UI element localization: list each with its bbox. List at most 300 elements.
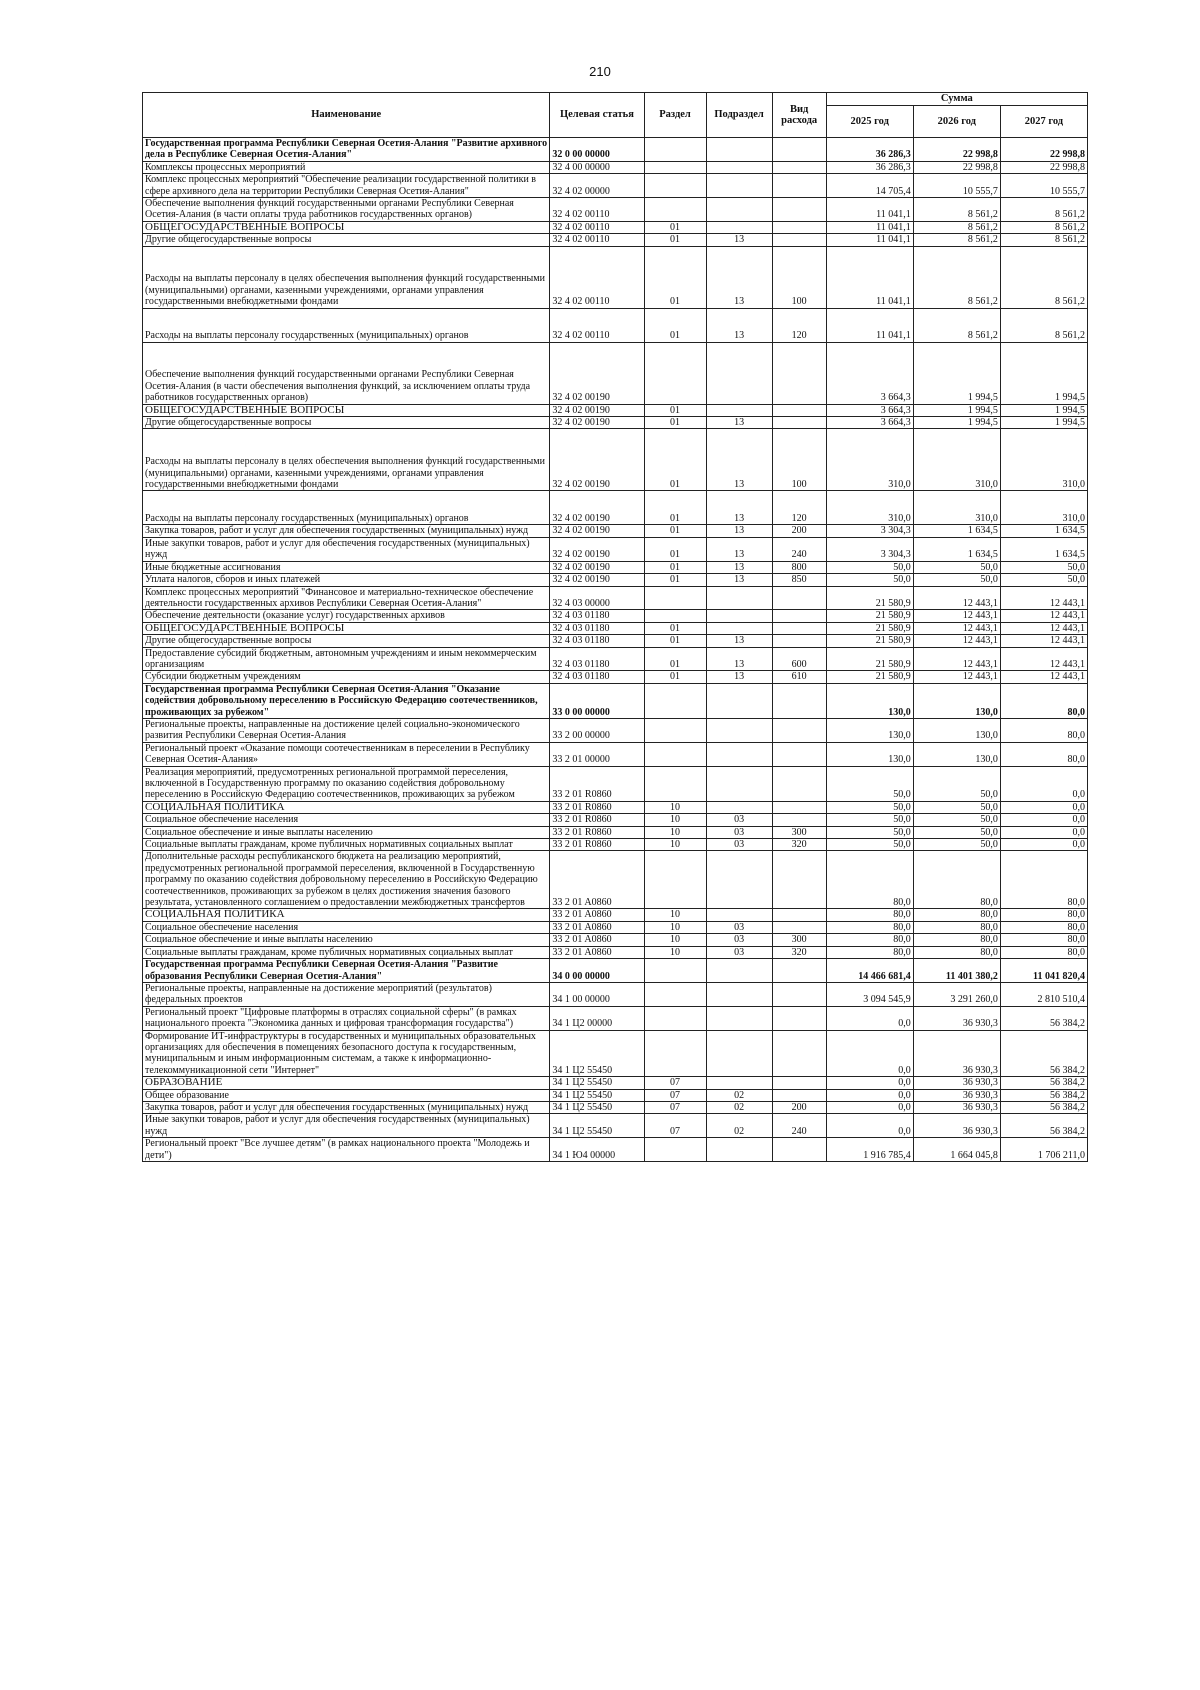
cell-expense-type [772,1138,826,1162]
cell-expense-type [772,174,826,198]
cell-sum-2027: 1 706 211,0 [1000,1138,1087,1162]
header-2026: 2026 год [913,106,1000,138]
cell-name: ОБЩЕГОСУДАРСТВЕННЫЕ ВОПРОСЫ [143,622,550,634]
table-row [143,671,1088,683]
table-row [143,174,1088,198]
cell-sum-2025: 130,0 [826,718,913,742]
cell-sum-2025: 50,0 [826,839,913,851]
cell-expense-type [772,1006,826,1030]
header-vid: Вид расхода [772,93,826,138]
cell-sum-2027: 310,0 [1000,429,1087,491]
cell-sum-2027: 80,0 [1000,851,1087,909]
cell-section: 10 [644,801,706,813]
cell-expense-type [772,959,826,983]
cell-sum-2025: 3 094 545,9 [826,982,913,1006]
cell-target-article: 32 0 00 00000 [550,138,644,162]
table-row [143,1089,1088,1101]
table-row [143,647,1088,671]
cell-section: 07 [644,1077,706,1089]
cell-subsection [706,174,772,198]
cell-target-article: 33 2 01 R0860 [550,766,644,801]
cell-subsection [706,586,772,610]
cell-expense-type: 240 [772,537,826,561]
table-row [143,537,1088,561]
cell-sum-2025: 80,0 [826,909,913,921]
cell-section: 07 [644,1089,706,1101]
cell-section: 01 [644,671,706,683]
page-number: 210 [589,64,611,79]
cell-target-article: 34 0 00 00000 [550,959,644,983]
cell-expense-type: 300 [772,934,826,946]
cell-sum-2026: 22 998,8 [913,138,1000,162]
cell-target-article: 32 4 02 00190 [550,417,644,429]
cell-subsection: 13 [706,635,772,647]
cell-sum-2026: 8 561,2 [913,308,1000,342]
cell-sum-2027: 0,0 [1000,826,1087,838]
cell-sum-2025: 50,0 [826,574,913,586]
cell-subsection: 13 [706,417,772,429]
table-row [143,1030,1088,1077]
cell-expense-type: 200 [772,1101,826,1113]
cell-name: ОБЩЕГОСУДАРСТВЕННЫЕ ВОПРОСЫ [143,404,550,416]
header-name: Наименование [143,93,550,138]
cell-sum-2026: 80,0 [913,946,1000,958]
cell-sum-2027: 80,0 [1000,683,1087,718]
cell-target-article: 34 1 00 00000 [550,982,644,1006]
cell-sum-2025: 80,0 [826,921,913,933]
table-row [143,161,1088,173]
cell-sum-2025: 3 304,3 [826,537,913,561]
cell-expense-type: 200 [772,525,826,537]
cell-subsection [706,742,772,766]
cell-subsection [706,851,772,909]
cell-target-article: 32 4 02 00190 [550,342,644,404]
cell-sum-2025: 0,0 [826,1089,913,1101]
table-row [143,308,1088,342]
cell-sum-2026: 11 401 380,2 [913,959,1000,983]
table-row [143,814,1088,826]
cell-name: Расходы на выплаты персоналу государственных (муниципальных) органов [143,491,550,525]
cell-target-article: 33 2 01 A0860 [550,946,644,958]
cell-section: 10 [644,934,706,946]
cell-subsection [706,683,772,718]
cell-sum-2026: 80,0 [913,921,1000,933]
cell-name: Обеспечение выполнения функций государственными органами Республики Северная Осетия-Алания (в части обеспечения выполнения функций, за исключением оплаты труда работников государственных органов) [143,342,550,404]
table-row [143,246,1088,308]
cell-target-article: 33 2 01 A0860 [550,934,644,946]
cell-sum-2027: 56 384,2 [1000,1006,1087,1030]
cell-expense-type: 120 [772,308,826,342]
cell-subsection [706,161,772,173]
cell-sum-2027: 80,0 [1000,742,1087,766]
cell-expense-type: 800 [772,561,826,573]
cell-sum-2026: 3 291 260,0 [913,982,1000,1006]
cell-name: Обеспечение выполнения функций государственными органами Республики Северная Осетия-Алания (в части оплаты труда работников государственных органов) [143,198,550,222]
cell-sum-2025: 0,0 [826,1114,913,1138]
cell-name: Иные закупки товаров, работ и услуг для обеспечения государственных (муниципальных) нужд [143,537,550,561]
cell-section: 01 [644,221,706,233]
cell-name: Комплексы процессных мероприятий [143,161,550,173]
cell-sum-2027: 80,0 [1000,909,1087,921]
cell-sum-2025: 11 041,1 [826,221,913,233]
cell-sum-2025: 310,0 [826,429,913,491]
cell-name: Закупка товаров, работ и услуг для обеспечения государственных (муниципальных) нужд [143,1101,550,1113]
cell-name: Государственная программа Республики Северная Осетия-Алания "Развитие образования Республики Северная Осетия-Алания" [143,959,550,983]
cell-sum-2027: 80,0 [1000,934,1087,946]
cell-target-article: 32 4 03 01180 [550,610,644,622]
cell-subsection [706,610,772,622]
header-2027: 2027 год [1000,106,1087,138]
table-row [143,198,1088,222]
cell-target-article: 33 0 00 00000 [550,683,644,718]
budget-table [142,92,1088,1162]
table-row [143,766,1088,801]
cell-sum-2026: 1 634,5 [913,537,1000,561]
cell-expense-type: 600 [772,647,826,671]
cell-subsection [706,959,772,983]
cell-sum-2027: 8 561,2 [1000,246,1087,308]
cell-sum-2026: 8 561,2 [913,198,1000,222]
cell-sum-2027: 56 384,2 [1000,1101,1087,1113]
cell-expense-type [772,198,826,222]
cell-target-article: 32 4 00 00000 [550,161,644,173]
cell-subsection: 13 [706,574,772,586]
cell-sum-2025: 3 664,3 [826,342,913,404]
cell-section [644,586,706,610]
cell-target-article: 33 2 01 R0860 [550,839,644,851]
cell-name: Предоставление субсидий бюджетным, автономным учреждениям и иным некоммерческим организациям [143,647,550,671]
cell-name: Общее образование [143,1089,550,1101]
cell-section [644,742,706,766]
cell-sum-2026: 50,0 [913,826,1000,838]
cell-sum-2027: 1 634,5 [1000,525,1087,537]
cell-name: Государственная программа Республики Северная Осетия-Алания "Развитие архивного дела в Республике Северная Осетия-Алания" [143,138,550,162]
cell-sum-2025: 11 041,1 [826,246,913,308]
cell-subsection [706,909,772,921]
cell-name: Уплата налогов, сборов и иных платежей [143,574,550,586]
cell-target-article: 32 4 02 00000 [550,174,644,198]
cell-subsection [706,138,772,162]
cell-section: 10 [644,909,706,921]
cell-sum-2027: 12 443,1 [1000,610,1087,622]
cell-sum-2027: 1 994,5 [1000,417,1087,429]
cell-target-article: 34 1 Ц2 55450 [550,1101,644,1113]
cell-section: 01 [644,635,706,647]
cell-name: ОБРАЗОВАНИЕ [143,1077,550,1089]
cell-sum-2027: 0,0 [1000,839,1087,851]
cell-section [644,174,706,198]
cell-sum-2027: 22 998,8 [1000,161,1087,173]
cell-subsection [706,1030,772,1077]
cell-expense-type [772,921,826,933]
cell-subsection: 03 [706,814,772,826]
cell-sum-2027: 0,0 [1000,814,1087,826]
table-row [143,982,1088,1006]
cell-expense-type [772,234,826,246]
cell-subsection [706,766,772,801]
cell-section [644,161,706,173]
cell-section: 01 [644,574,706,586]
cell-sum-2025: 21 580,9 [826,647,913,671]
cell-sum-2027: 12 443,1 [1000,622,1087,634]
cell-subsection: 13 [706,491,772,525]
cell-subsection: 13 [706,246,772,308]
cell-subsection: 02 [706,1089,772,1101]
cell-section: 01 [644,429,706,491]
cell-subsection: 13 [706,525,772,537]
cell-sum-2026: 8 561,2 [913,234,1000,246]
header-code: Целевая статья [550,93,644,138]
cell-section [644,198,706,222]
cell-sum-2027: 80,0 [1000,946,1087,958]
cell-target-article: 32 4 02 00110 [550,198,644,222]
cell-sum-2027: 12 443,1 [1000,586,1087,610]
cell-subsection [706,1006,772,1030]
cell-name: Расходы на выплаты персоналу в целях обеспечения выполнения функций государственными (муниципальными) органами, казенными учреждениями, органами управления государственными внебюджетными фондами [143,246,550,308]
cell-subsection: 03 [706,839,772,851]
cell-expense-type [772,683,826,718]
cell-sum-2025: 50,0 [826,561,913,573]
cell-name: Региональный проект "Все лучшее детям" (в рамках национального проекта "Молодежь и дети") [143,1138,550,1162]
cell-section [644,718,706,742]
cell-sum-2025: 130,0 [826,742,913,766]
cell-expense-type [772,404,826,416]
cell-section: 01 [644,537,706,561]
cell-section [644,851,706,909]
cell-expense-type [772,718,826,742]
cell-target-article: 33 2 01 R0860 [550,814,644,826]
cell-sum-2027: 0,0 [1000,801,1087,813]
cell-section: 01 [644,622,706,634]
table-body [143,138,1088,1162]
cell-section [644,959,706,983]
cell-sum-2026: 80,0 [913,851,1000,909]
cell-target-article: 32 4 03 01180 [550,647,644,671]
cell-name: СОЦИАЛЬНАЯ ПОЛИТИКА [143,909,550,921]
cell-subsection: 03 [706,826,772,838]
cell-section [644,1006,706,1030]
cell-sum-2025: 21 580,9 [826,586,913,610]
cell-sum-2025: 0,0 [826,1030,913,1077]
cell-name: ОБЩЕГОСУДАРСТВЕННЫЕ ВОПРОСЫ [143,221,550,233]
table-row [143,342,1088,404]
cell-sum-2027: 12 443,1 [1000,671,1087,683]
cell-section: 10 [644,839,706,851]
cell-name: Социальные выплаты гражданам, кроме публичных нормативных социальных выплат [143,839,550,851]
cell-target-article: 34 1 Ц2 55450 [550,1114,644,1138]
cell-sum-2025: 1 916 785,4 [826,1138,913,1162]
cell-section: 01 [644,246,706,308]
table-row [143,718,1088,742]
table-row [143,934,1088,946]
table-row [143,683,1088,718]
cell-target-article: 33 2 01 R0860 [550,826,644,838]
cell-name: Расходы на выплаты персоналу государственных (муниципальных) органов [143,308,550,342]
cell-sum-2026: 8 561,2 [913,221,1000,233]
cell-name: Формирование ИТ-инфраструктуры в государственных и муниципальных образовательных организациях для обеспечения в помещениях безопасного доступа к государственным, муниципальным и иным информационным системам, а также к информационно-телекоммуникационной сети "Интернет" [143,1030,550,1077]
table-row [143,586,1088,610]
table-row [143,959,1088,983]
cell-section: 07 [644,1101,706,1113]
cell-name: Другие общегосударственные вопросы [143,234,550,246]
cell-name: Закупка товаров, работ и услуг для обеспечения государственных (муниципальных) нужд [143,525,550,537]
cell-expense-type: 100 [772,246,826,308]
cell-section [644,683,706,718]
cell-sum-2026: 36 930,3 [913,1114,1000,1138]
cell-target-article: 32 4 02 00190 [550,429,644,491]
cell-expense-type [772,417,826,429]
table-row [143,622,1088,634]
cell-section: 01 [644,308,706,342]
cell-sum-2025: 80,0 [826,851,913,909]
cell-sum-2026: 50,0 [913,561,1000,573]
cell-subsection: 13 [706,561,772,573]
cell-sum-2027: 56 384,2 [1000,1030,1087,1077]
cell-subsection: 13 [706,234,772,246]
cell-sum-2026: 36 930,3 [913,1089,1000,1101]
table-row [143,742,1088,766]
cell-target-article: 32 4 02 00190 [550,561,644,573]
cell-section [644,1138,706,1162]
cell-sum-2025: 3 304,3 [826,525,913,537]
header-summa: Сумма [826,93,1087,106]
cell-sum-2027: 8 561,2 [1000,234,1087,246]
cell-target-article: 34 1 Ц2 00000 [550,1006,644,1030]
table-row [143,429,1088,491]
cell-section: 01 [644,491,706,525]
table-row [143,525,1088,537]
table-row [143,138,1088,162]
table-row [143,1114,1088,1138]
table-row [143,234,1088,246]
cell-target-article: 32 4 02 00190 [550,574,644,586]
cell-sum-2025: 50,0 [826,814,913,826]
cell-name: Комплекс процессных мероприятий "Финансовое и материально-техническое обеспечение деятельности государственных архивов Республики Северная Осетия-Алания" [143,586,550,610]
cell-sum-2027: 10 555,7 [1000,174,1087,198]
cell-sum-2027: 11 041 820,4 [1000,959,1087,983]
cell-expense-type [772,610,826,622]
cell-sum-2025: 36 286,3 [826,161,913,173]
cell-name: Комплекс процессных мероприятий "Обеспечение реализации государственной политики в сфере архивного дела на территории Республики Северная Осетия-Алания" [143,174,550,198]
cell-sum-2025: 80,0 [826,946,913,958]
cell-sum-2026: 310,0 [913,491,1000,525]
cell-sum-2026: 12 443,1 [913,635,1000,647]
cell-expense-type [772,635,826,647]
cell-sum-2025: 14 705,4 [826,174,913,198]
cell-subsection: 13 [706,308,772,342]
table-row [143,946,1088,958]
cell-section: 07 [644,1114,706,1138]
cell-sum-2025: 21 580,9 [826,635,913,647]
cell-sum-2027: 1 634,5 [1000,537,1087,561]
cell-expense-type [772,909,826,921]
cell-expense-type: 320 [772,946,826,958]
table-row [143,1077,1088,1089]
cell-target-article: 32 4 03 01180 [550,622,644,634]
cell-sum-2027: 8 561,2 [1000,308,1087,342]
cell-target-article: 34 1 Ц2 55450 [550,1077,644,1089]
cell-section: 10 [644,921,706,933]
cell-name: Обеспечение деятельности (оказание услуг) государственных архивов [143,610,550,622]
cell-target-article: 32 4 03 00000 [550,586,644,610]
cell-sum-2026: 12 443,1 [913,586,1000,610]
cell-section [644,982,706,1006]
header-podrazdel: Подраздел [706,93,772,138]
cell-section [644,766,706,801]
cell-sum-2027: 56 384,2 [1000,1114,1087,1138]
cell-expense-type: 100 [772,429,826,491]
cell-expense-type [772,851,826,909]
table-header [143,93,1088,138]
cell-target-article: 32 4 02 00110 [550,234,644,246]
cell-expense-type [772,1077,826,1089]
cell-sum-2026: 1 634,5 [913,525,1000,537]
cell-sum-2026: 130,0 [913,742,1000,766]
cell-sum-2026: 50,0 [913,574,1000,586]
cell-subsection [706,221,772,233]
cell-sum-2027: 12 443,1 [1000,635,1087,647]
cell-target-article: 32 4 02 00110 [550,221,644,233]
cell-section: 01 [644,525,706,537]
cell-expense-type [772,161,826,173]
cell-name: Иные закупки товаров, работ и услуг для обеспечения государственных (муниципальных) нужд [143,1114,550,1138]
cell-sum-2026: 1 994,5 [913,404,1000,416]
table-row [143,574,1088,586]
cell-sum-2027: 310,0 [1000,491,1087,525]
cell-name: Социальное обеспечение и иные выплаты населению [143,934,550,946]
cell-name: Региональные проекты, направленные на достижение мероприятий (результатов) федеральных проектов [143,982,550,1006]
cell-name: Региональный проект "Цифровые платформы в отраслях социальной сферы" (в рамках национального проекта "Экономика данных и цифровая трансформация государства") [143,1006,550,1030]
cell-target-article: 32 4 03 01180 [550,671,644,683]
table-row [143,839,1088,851]
table-row [143,610,1088,622]
cell-target-article: 32 4 02 00110 [550,246,644,308]
cell-sum-2027: 8 561,2 [1000,221,1087,233]
cell-expense-type: 300 [772,826,826,838]
cell-name: Другие общегосударственные вопросы [143,417,550,429]
table-row [143,921,1088,933]
table-row [143,909,1088,921]
cell-sum-2027: 50,0 [1000,574,1087,586]
cell-sum-2025: 21 580,9 [826,622,913,634]
cell-sum-2025: 11 041,1 [826,234,913,246]
cell-name: Реализация мероприятий, предусмотренных региональной программой переселения, включенной в Государственную программу по оказанию содействия добровольному переселению в Российскую Федерацию соотечественников, проживающих за рубежом [143,766,550,801]
cell-name: Другие общегосударственные вопросы [143,635,550,647]
cell-sum-2025: 14 466 681,4 [826,959,913,983]
cell-target-article: 32 4 02 00110 [550,308,644,342]
cell-name: Расходы на выплаты персоналу в целях обеспечения выполнения функций государственными (муниципальными) органами, казенными учреждениями, органами управления государственными внебюджетными фондами [143,429,550,491]
cell-sum-2026: 50,0 [913,814,1000,826]
cell-expense-type [772,138,826,162]
cell-sum-2027: 1 994,5 [1000,342,1087,404]
cell-subsection: 03 [706,934,772,946]
cell-subsection [706,404,772,416]
cell-name: Государственная программа Республики Северная Осетия-Алания "Оказание содействия добровольному переселению в Российскую Федерацию соотечественников, проживающих за рубежом" [143,683,550,718]
cell-subsection: 13 [706,671,772,683]
cell-sum-2027: 1 994,5 [1000,404,1087,416]
cell-section: 01 [644,404,706,416]
cell-sum-2026: 1 664 045,8 [913,1138,1000,1162]
cell-sum-2026: 10 555,7 [913,174,1000,198]
cell-target-article: 34 1 Ю4 00000 [550,1138,644,1162]
cell-sum-2027: 80,0 [1000,718,1087,742]
header-2025: 2025 год [826,106,913,138]
cell-sum-2025: 0,0 [826,1101,913,1113]
cell-subsection [706,1138,772,1162]
cell-sum-2027: 56 384,2 [1000,1089,1087,1101]
cell-sum-2025: 11 041,1 [826,198,913,222]
cell-subsection [706,718,772,742]
